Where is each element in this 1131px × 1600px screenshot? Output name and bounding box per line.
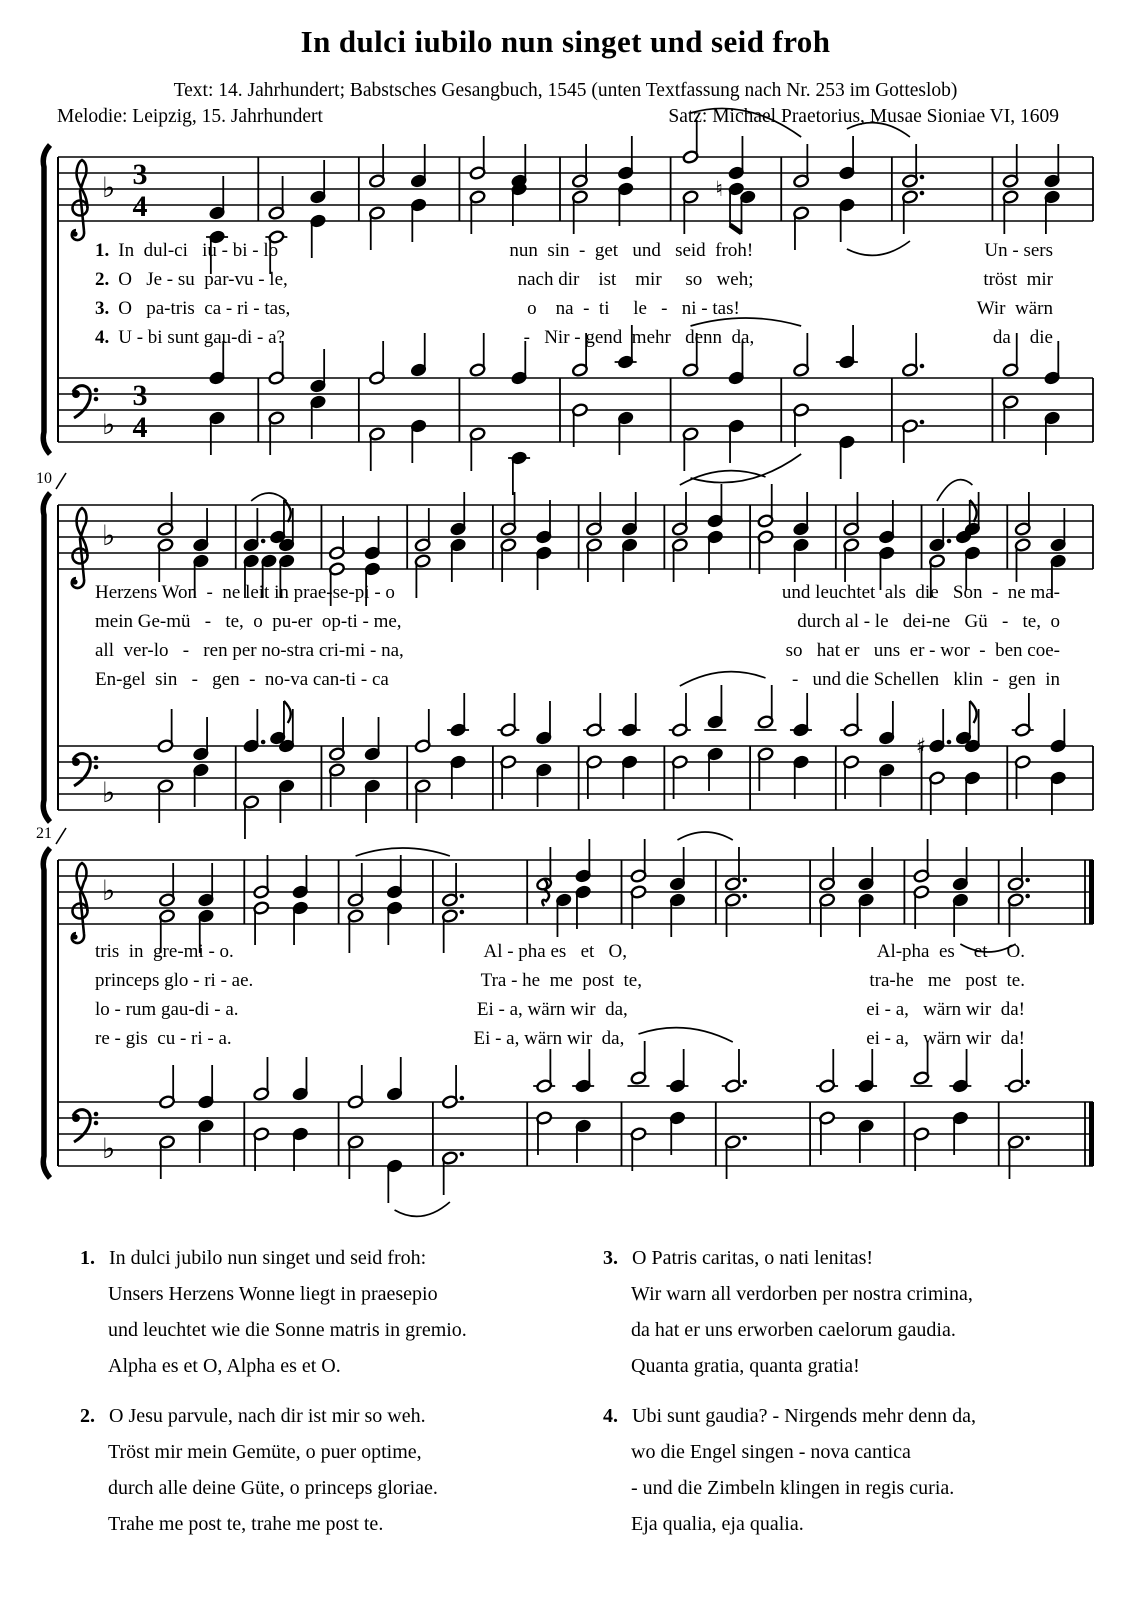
svg-text:♭: ♭	[102, 874, 116, 907]
lyric-line-s2-v3	[95, 640, 1060, 669]
svg-text:♭: ♭	[102, 519, 116, 552]
verse-line: durch alle deine Güte, o princeps gloriae.	[108, 1477, 438, 1499]
setting-credit: Satz: Michael Praetorius, Musae Sioniae VI, 1609	[668, 106, 1059, 127]
verse-line: Tröst mir mein Gemüte, o puer optime,	[108, 1441, 422, 1463]
verse-3	[603, 1240, 1084, 1384]
lyric-segment: da die	[992, 327, 1053, 348]
svg-text:♮: ♮	[715, 177, 723, 201]
lyric-segment: ei - a, wärn wir da!	[866, 999, 1025, 1020]
lyric-line-s2-v4	[95, 669, 1060, 698]
lyric-segment: all ver-lo - ren per no-stra cri-mi - na,	[95, 640, 404, 661]
lyric-segment: mein Ge-mü - te, o pu-er op-ti - me,	[95, 611, 402, 632]
svg-text:♯: ♯	[915, 734, 927, 758]
lyric-segment: Un - sers	[984, 240, 1053, 261]
verse-column-right	[603, 1240, 1084, 1556]
text-source-line: Text: 14. Jahrhundert; Babstsches Gesangbuch, 1545 (unten Textfassung nach Nr. 253 im Gotteslob)	[173, 80, 958, 101]
verse-number: 1.	[95, 240, 110, 261]
lyric-segment: tröst mir	[983, 269, 1053, 290]
verse-column-left	[80, 1240, 561, 1556]
lyric-line-s3-v2	[95, 970, 1025, 999]
lyrics-system-3	[95, 941, 1025, 1057]
verse-number: 2.	[80, 1405, 95, 1427]
lyric-line-s3-v4	[95, 1028, 1025, 1057]
verse-2	[80, 1398, 561, 1542]
lyric-segment: tra-he me post te.	[869, 970, 1025, 991]
lyric-segment: Wir wärn	[976, 298, 1053, 319]
lyric-line-s2-v1	[95, 582, 1060, 611]
lyric-segment: tris in gre-mi - o.	[95, 941, 234, 962]
verse-line: 3. O Patris caritas, o nati lenitas!	[603, 1247, 874, 1269]
verse-line: Quanta gratia, quanta gratia!	[631, 1355, 860, 1377]
verse-number: 3.	[95, 298, 110, 319]
lyric-segment: Herzens Won - ne leit in prae-se-pi - o	[95, 582, 395, 603]
verse-number: 1.	[80, 1247, 95, 1269]
lyric-line-s1-v1	[95, 240, 1053, 269]
verse-number: 3.	[603, 1247, 618, 1269]
svg-text:4: 4	[132, 411, 148, 444]
lyric-segment: En-gel sin - gen - no-va can-ti - ca	[95, 669, 389, 690]
verse-number: 2.	[95, 269, 110, 290]
lyric-segment: o na - ti le - ni - tas!	[527, 298, 740, 319]
lyric-segment: und leuchtet als die Son - ne ma-	[781, 582, 1060, 603]
svg-text:3: 3	[132, 158, 148, 191]
lyric-segment: 2. O Je - su par-vu - le,	[95, 269, 288, 290]
verse-line: 2. O Jesu parvule, nach dir ist mir so weh.	[80, 1405, 426, 1427]
lyrics-system-2	[95, 582, 1060, 698]
lyric-segment: 4. U - bi sunt gau-di - a?	[95, 327, 285, 348]
lyric-segment: so hat er uns er - wor - ben coe-	[785, 640, 1060, 661]
verse-line: 4. Ubi sunt gaudia? - Nirgends mehr denn da,	[603, 1405, 976, 1427]
lyric-segment: durch al - le dei-ne Gü - te, o	[797, 611, 1060, 632]
lyric-segment: - und die Schellen klin - gen in	[791, 669, 1060, 690]
lyric-line-s3-v1	[95, 941, 1025, 970]
verse-4	[603, 1398, 1084, 1542]
verse-line: wo die Engel singen - nova cantica	[631, 1441, 911, 1463]
bass-clef-icon	[72, 754, 98, 786]
svg-text:4: 4	[132, 190, 148, 223]
bass-clef-icon	[72, 1110, 98, 1142]
lyric-segment: Al-pha es et O.	[876, 941, 1025, 962]
lyric-segment: ei - a, wärn wir da!	[866, 1028, 1025, 1049]
lyric-segment: nach dir ist mir so weh;	[517, 269, 754, 290]
lyric-segment: Al - pha es et O,	[483, 941, 628, 962]
lyric-segment: princeps glo - ri - ae.	[95, 970, 254, 991]
lyrics-system-1	[95, 240, 1053, 356]
svg-text:♭: ♭	[102, 1132, 116, 1165]
verse-line: - und die Zimbeln klingen in regis curia.	[631, 1477, 955, 1499]
svg-text:3: 3	[132, 379, 148, 412]
verse-number: 4.	[95, 327, 110, 348]
verse-line: Wir warn all verdorben per nostra crimina,	[631, 1283, 973, 1305]
verse-number: 4.	[603, 1405, 618, 1427]
verse-line: Trahe me post te, trahe me post te.	[108, 1513, 384, 1535]
bass-clef-icon	[72, 386, 98, 418]
svg-text:♭: ♭	[102, 408, 116, 441]
verse-line: Eja qualia, eja qualia.	[631, 1513, 804, 1535]
verse-line: und leuchtet wie die Sonne matris in gremio.	[108, 1319, 467, 1341]
treble-clef-icon	[72, 160, 88, 240]
lyric-segment: re - gis cu - ri - a.	[95, 1028, 232, 1049]
verse-line: Unsers Herzens Wonne liegt in praesepio	[108, 1283, 438, 1305]
svg-text:♭: ♭	[102, 776, 116, 809]
lyric-segment: Tra - he me post te,	[480, 970, 642, 991]
lyric-line-s2-v2	[95, 611, 1060, 640]
treble-clef-icon	[72, 508, 88, 588]
verse-text-block	[80, 1240, 1084, 1556]
verse-line: Alpha es et O, Alpha es et O.	[108, 1355, 341, 1377]
svg-text:10: 10	[36, 470, 52, 487]
verse-line: da hat er uns erworben caelorum gaudia.	[631, 1319, 956, 1341]
treble-clef-icon	[72, 863, 88, 943]
lyric-line-s3-v3	[95, 999, 1025, 1028]
lyric-segment: nun sin - get und seid froh!	[509, 240, 754, 261]
lyric-segment: Ei - a, wärn wir da,	[476, 999, 628, 1020]
lyric-line-s1-v3	[95, 298, 1053, 327]
svg-text:♭: ♭	[102, 171, 116, 204]
lyric-segment: 1. In dul-ci iu - bi - lo	[95, 240, 279, 261]
melody-credit: Melodie: Leipzig, 15. Jahrhundert	[57, 106, 323, 127]
lyric-segment: - Nir - gend mehr denn da,	[523, 327, 755, 348]
lyric-line-s1-v4	[95, 327, 1053, 356]
lyric-segment: lo - rum gau-di - a.	[95, 999, 239, 1020]
lyric-line-s1-v2	[95, 269, 1053, 298]
verse-line: 1. In dulci jubilo nun singet und seid froh:	[80, 1247, 427, 1269]
verse-1	[80, 1240, 561, 1384]
svg-text:21: 21	[36, 825, 52, 842]
lyric-segment: Ei - a, wärn wir da,	[473, 1028, 625, 1049]
page-title: In dulci iubilo nun singet und seid froh	[300, 24, 831, 59]
lyric-segment: 3. O pa-tris ca - ri - tas,	[95, 298, 291, 319]
